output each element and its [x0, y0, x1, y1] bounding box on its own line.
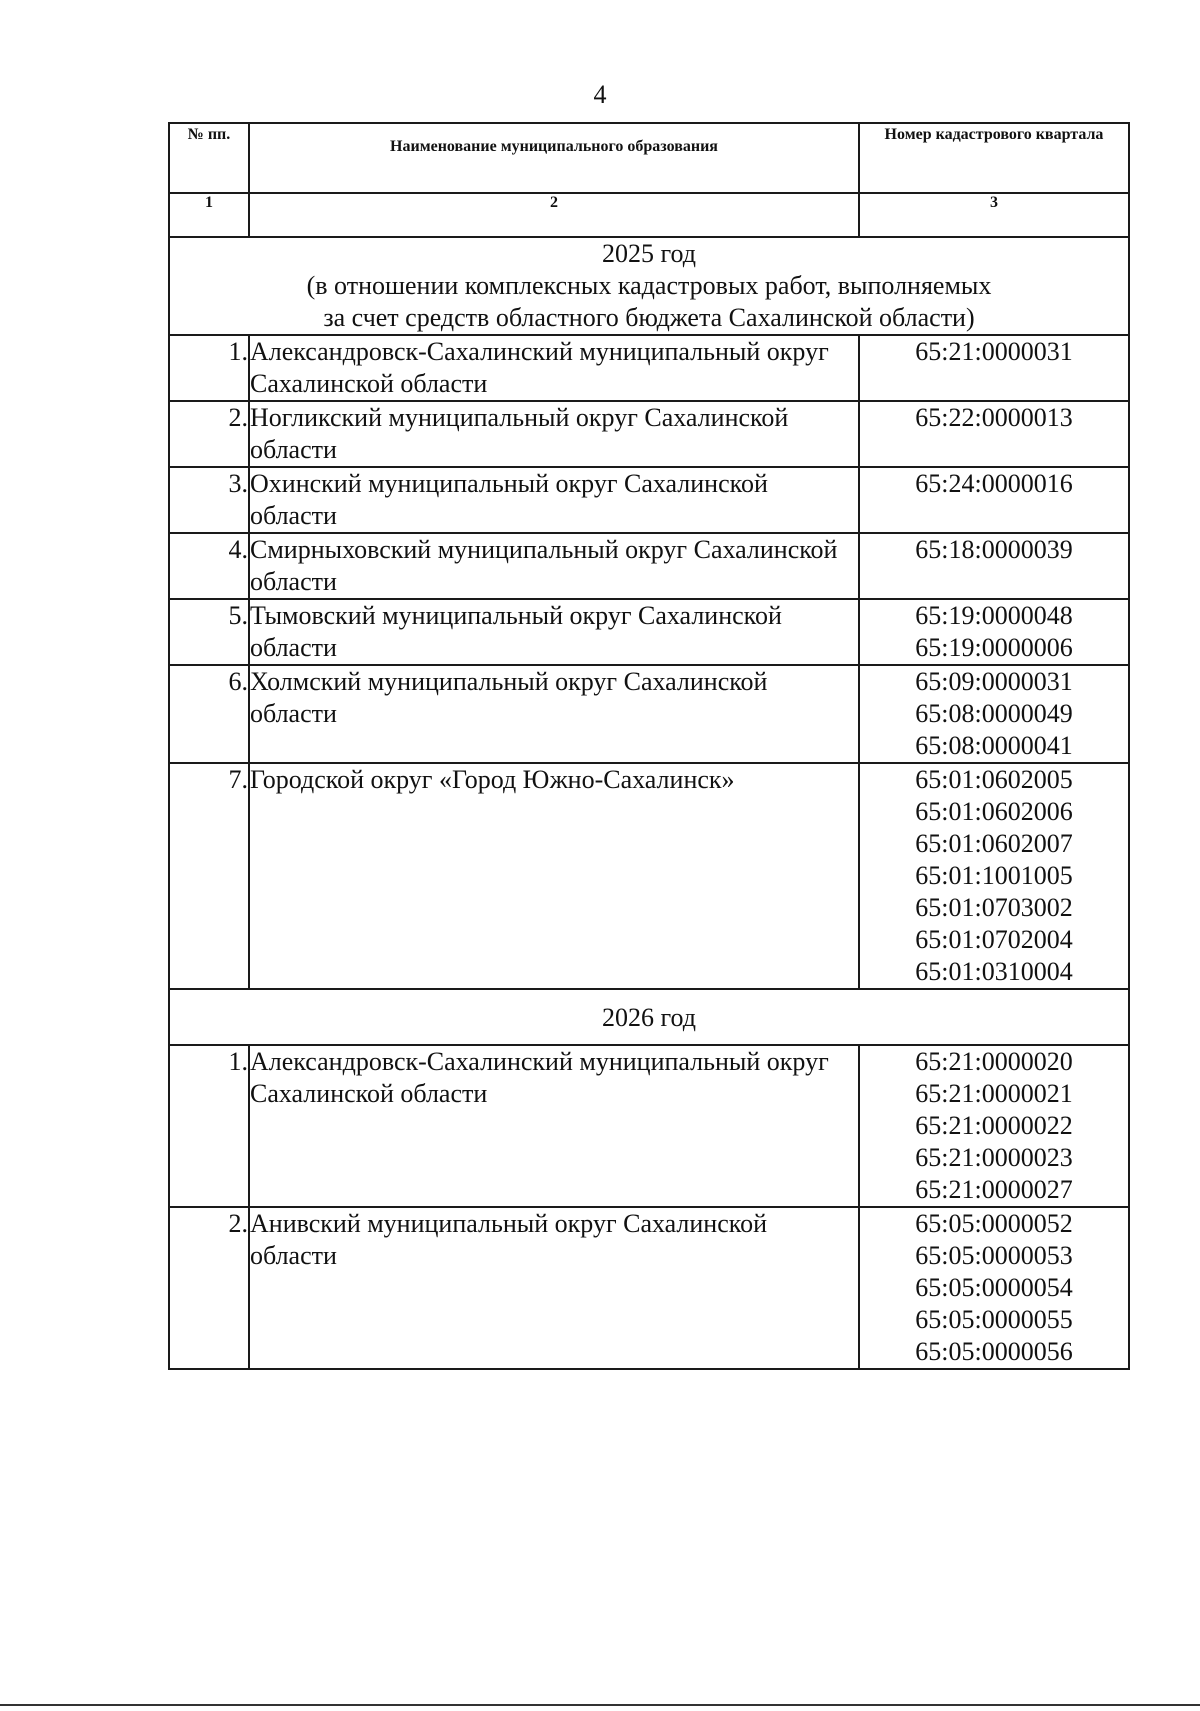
row-number: 6. [169, 665, 249, 763]
cadastral-quarter-number: 65:22:0000013 [915, 403, 1073, 432]
cadastral-numbers [859, 665, 1129, 763]
column-number-3: 3 [859, 193, 1129, 237]
municipality-name: Смирныховский муниципальный округ Сахалинской области [249, 533, 859, 599]
table-row [169, 401, 1129, 467]
cadastral-quarter-number: 65:01:1001005 [915, 861, 1073, 890]
municipality-name: Александровск-Сахалинский муниципальный округ Сахалинской области [249, 1045, 859, 1207]
column-number-1: 1 [169, 193, 249, 237]
cadastral-quarter-number: 65:01:0702004 [915, 925, 1073, 954]
cadastral-numbers [859, 533, 1129, 599]
page-bottom-rule [0, 1704, 1200, 1706]
section-header-row [169, 989, 1129, 1045]
row-number: 3. [169, 467, 249, 533]
cadastral-quarter-number: 65:01:0602007 [915, 829, 1073, 858]
table-header-row [169, 123, 1129, 193]
municipality-name: Александровск-Сахалинский муниципальный округ Сахалинской области [249, 335, 859, 401]
section-header-row [169, 237, 1129, 335]
section-title-line: (в отношении комплексных кадастровых работ, выполняемых [306, 271, 992, 300]
cadastral-table [168, 122, 1130, 1370]
municipality-name: Охинский муниципальный округ Сахалинской области [249, 467, 859, 533]
header-cadastral: Номер кадастрового квартала [859, 123, 1129, 193]
table-row [169, 1207, 1129, 1369]
column-number-row [169, 193, 1129, 237]
cadastral-quarter-number: 65:09:0000031 [915, 667, 1073, 696]
header-municipality: Наименование муниципального образования [249, 123, 859, 193]
cadastral-quarter-number: 65:05:0000055 [915, 1305, 1073, 1334]
section-title [169, 989, 1129, 1045]
table-row [169, 467, 1129, 533]
page-number: 4 [593, 80, 607, 109]
cadastral-quarter-number: 65:21:0000021 [915, 1079, 1073, 1108]
section-title-line: 2025 год [602, 239, 696, 268]
cadastral-quarter-number: 65:21:0000023 [915, 1143, 1073, 1172]
header-number: № пп. [169, 123, 249, 193]
table-body [169, 237, 1129, 1369]
cadastral-quarter-number: 65:21:0000027 [915, 1175, 1073, 1204]
municipality-name: Тымовский муниципальный округ Сахалинской области [249, 599, 859, 665]
row-number: 1. [169, 335, 249, 401]
cadastral-numbers [859, 335, 1129, 401]
row-number: 2. [169, 401, 249, 467]
cadastral-quarter-number: 65:05:0000054 [915, 1273, 1073, 1302]
cadastral-quarter-number: 65:21:0000020 [915, 1047, 1073, 1076]
cadastral-numbers [859, 599, 1129, 665]
cadastral-numbers [859, 467, 1129, 533]
cadastral-quarter-number: 65:01:0602005 [915, 765, 1073, 794]
cadastral-numbers [859, 401, 1129, 467]
table-row [169, 533, 1129, 599]
municipality-name: Городской округ «Город Южно-Сахалинск» [249, 763, 859, 989]
cadastral-quarter-number: 65:24:0000016 [915, 469, 1073, 498]
table-row [169, 763, 1129, 989]
cadastral-quarter-number: 65:01:0602006 [915, 797, 1073, 826]
row-number: 4. [169, 533, 249, 599]
table-row [169, 335, 1129, 401]
cadastral-quarter-number: 65:21:0000022 [915, 1111, 1073, 1140]
cadastral-quarter-number: 65:05:0000056 [915, 1337, 1073, 1366]
cadastral-numbers [859, 763, 1129, 989]
cadastral-quarter-number: 65:01:0703002 [915, 893, 1073, 922]
cadastral-quarter-number: 65:19:0000048 [915, 601, 1073, 630]
table-row [169, 665, 1129, 763]
municipality-name: Анивский муниципальный округ Сахалинской области [249, 1207, 859, 1369]
table-row [169, 599, 1129, 665]
section-title-line: за счет средств областного бюджета Сахалинской области) [323, 303, 975, 332]
row-number: 7. [169, 763, 249, 989]
row-number: 5. [169, 599, 249, 665]
section-title-line: 2026 год [602, 1003, 696, 1032]
cadastral-quarter-number: 65:05:0000052 [915, 1209, 1073, 1238]
municipality-name: Ногликский муниципальный округ Сахалинской области [249, 401, 859, 467]
column-number-2: 2 [249, 193, 859, 237]
section-title [169, 237, 1129, 335]
cadastral-quarter-number: 65:08:0000049 [915, 699, 1073, 728]
cadastral-quarter-number: 65:19:0000006 [915, 633, 1073, 662]
cadastral-quarter-number: 65:08:0000041 [915, 731, 1073, 760]
table-row [169, 1045, 1129, 1207]
cadastral-quarter-number: 65:21:0000031 [915, 337, 1073, 366]
cadastral-quarter-number: 65:18:0000039 [915, 535, 1073, 564]
municipality-name: Холмский муниципальный округ Сахалинской области [249, 665, 859, 763]
cadastral-numbers [859, 1207, 1129, 1369]
cadastral-quarter-number: 65:01:0310004 [915, 957, 1073, 986]
cadastral-quarter-number: 65:05:0000053 [915, 1241, 1073, 1270]
cadastral-numbers [859, 1045, 1129, 1207]
row-number: 1. [169, 1045, 249, 1207]
row-number: 2. [169, 1207, 249, 1369]
